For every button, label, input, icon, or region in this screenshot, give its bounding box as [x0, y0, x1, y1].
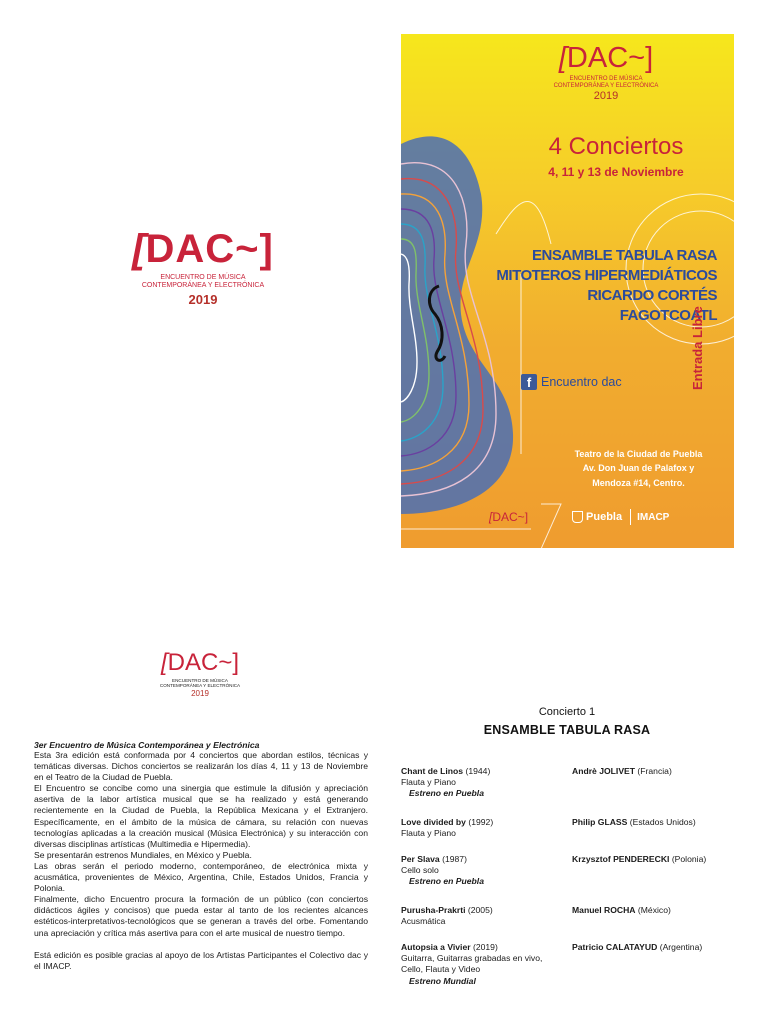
- work-year: (1987): [442, 854, 467, 864]
- sponsor-dac-logo: [ DAC~]: [489, 510, 529, 524]
- intro-paragraph: Las obras serán el periodo moderno, contemporáneo, de electrónica mixta y acusmática, provenientes de México, Argentina, Chile, Estados Unidos, Francia y Polonia.: [34, 860, 368, 894]
- performer-1: ENSAMBLE TABULA RASA: [532, 247, 717, 264]
- logo-bracket: [: [132, 227, 146, 271]
- venue-line-1: Teatro de la Ciudad de Puebla: [574, 449, 703, 459]
- concert-label: Concierto 1: [538, 706, 596, 718]
- logo-subtitle-2: CONTEMPORÁNEA Y ELECTRÓNICA: [141, 282, 265, 290]
- work-year: (2005): [467, 905, 493, 915]
- poster-dates: 4, 11 y 13 de Noviembre: [548, 165, 684, 179]
- work-instruments: Flauta y Piano: [401, 828, 456, 839]
- work-composer: Andrè JOLIVET (Francia): [572, 766, 672, 776]
- puebla-shield-icon: [572, 511, 583, 523]
- sponsor-imacp-logo: IMACP: [637, 511, 670, 523]
- logo-name: DAC~]: [145, 227, 274, 271]
- work-note: Estreno Mundial: [409, 975, 476, 986]
- work-year: (1944): [465, 766, 491, 776]
- work-composer: Krzysztof PENDERECKI (Polonia): [572, 854, 707, 864]
- work-instruments: Flauta y Piano: [401, 777, 456, 788]
- intro-paragraph: Finalmente, dicho Encuentro procura la formación de un público (con conciertos didácticos ágiles y concisos) que pueda estar al tanto de los recientes alcances estéticos-interpretativos-tecnológicos que se generan a través del orbe. Fomentando una apreciación y crítica más asertiva para con el arte musical de nuestro tiempo.: [34, 894, 368, 938]
- work-note: Estreno en Puebla: [409, 788, 484, 799]
- facebook-label: Encuentro dac: [541, 375, 622, 389]
- work-title: Per Slava: [401, 854, 440, 864]
- work-title: Purusha-Prakrti: [401, 905, 466, 915]
- intro-paragraph: El Encuentro se concibe como una sinergia que estimule la difusión y apreciación asertiva de la labor artística musical que se ha realizado y está generando recientemente en la Ciudad de Puebla, la República Mexicana y el Extranjero. Específicamente, en el ámbito de la música de cámara, su relación con nuevas tecnologías aplicadas a la creación musical (Música Electrónica) y su interacción con diversas disciplinas artísticas (Multimedia e Hipermedia).: [34, 783, 368, 849]
- intro-paragraph: Se presentarán estrenos Mundiales, en México y Puebla.: [34, 849, 252, 860]
- poster-logo-year: 2019: [593, 89, 619, 102]
- logo-year: 2019: [188, 292, 218, 308]
- performer-4: FAGOTCOATL: [619, 307, 717, 324]
- concert-poster: [401, 34, 734, 548]
- work-instruments: Acusmática: [401, 916, 446, 927]
- performer-3: RICARDO CORTÉS: [587, 287, 717, 304]
- venue-line-3: Mendoza #14, Centro.: [592, 477, 685, 488]
- poster-logo-bracket: [: [558, 42, 567, 74]
- intro-title: 3er Encuentro de Música Contemporánea y Electrónica: [34, 740, 260, 750]
- secondary-logo-year: 2019: [191, 688, 209, 698]
- sponsor-divider: [630, 509, 631, 525]
- secondary-logo-subtitle-2: CONTEMPORÁNEA Y ELECTRÓNICA: [159, 683, 241, 689]
- work-title: Autopsia a Vivier: [401, 942, 471, 952]
- intro-body: [34, 750, 368, 972]
- poster-logo: [531, 42, 681, 102]
- work-instruments: Cello solo: [401, 865, 439, 876]
- work-item: [401, 854, 571, 888]
- work-title: Love divided by: [401, 817, 466, 827]
- work-composer: Patricio CALATAYUD (Argentina): [572, 942, 703, 952]
- performer-2: MITOTEROS HIPERMEDIÁTICOS: [496, 267, 717, 284]
- work-note: Estreno en Puebla: [409, 876, 484, 887]
- poster-logo-subtitle-2: CONTEMPORÁNEA Y ELECTRÓNICA: [553, 82, 659, 89]
- work-instruments: Guitarra, Guitarras grabadas en vivo, Cello, Flauta y Video: [401, 953, 543, 975]
- work-title: Chant de Linos: [401, 766, 464, 776]
- logo-subtitle-1: ENCUENTRO DE MÚSICA: [160, 274, 246, 281]
- poster-entry: Entrada Libre: [690, 306, 705, 390]
- poster-logo-subtitle-1: ENCUENTRO DE MÚSICA: [569, 76, 643, 82]
- poster-performers: [437, 246, 717, 326]
- venue-line-2: Av. Don Juan de Palafox y: [582, 463, 695, 474]
- poster-logo-name: DAC~]: [566, 42, 654, 74]
- intro-paragraph: Está edición es posible gracias al apoyo de los Artistas Participantes el Colectivo dac y el IMACP.: [34, 949, 368, 971]
- facebook-icon: f: [521, 374, 537, 390]
- work-composer: Manuel ROCHA (México): [572, 905, 671, 915]
- work-item: [401, 817, 571, 839]
- facebook-link[interactable]: [521, 374, 622, 390]
- intro-section: [34, 740, 368, 972]
- secondary-logo-subtitle-1: ENCUENTRO DE MÚSICA: [172, 678, 228, 683]
- poster-title: 4 Conciertos: [548, 133, 684, 160]
- main-logo: [118, 228, 288, 307]
- work-year: (2019): [472, 942, 498, 952]
- work-item: [401, 942, 566, 987]
- intro-paragraph: Esta 3ra edición está conformada por 4 conciertos que abordan estilos, técnicas y temáticas diversas. Dichos conciertos se realizarán los días 4, 11 y 13 de Noviembre en el Teatro de la Ciudad de Puebla.: [34, 750, 368, 783]
- sponsor-logos: [489, 507, 719, 527]
- concert-ensemble: ENSAMBLE TABULA RASA: [483, 723, 651, 737]
- work-item: [401, 905, 571, 927]
- secondary-logo-bracket: [: [160, 649, 168, 676]
- sponsor-puebla-logo: Puebla: [572, 511, 622, 523]
- poster-venue: [551, 447, 726, 490]
- work-year: (1992): [468, 817, 494, 827]
- work-item: [401, 766, 571, 800]
- secondary-logo: [150, 650, 250, 698]
- work-composer: Philip GLASS (Estados Unidos): [572, 817, 696, 827]
- secondary-logo-name: DAC~]: [167, 649, 240, 676]
